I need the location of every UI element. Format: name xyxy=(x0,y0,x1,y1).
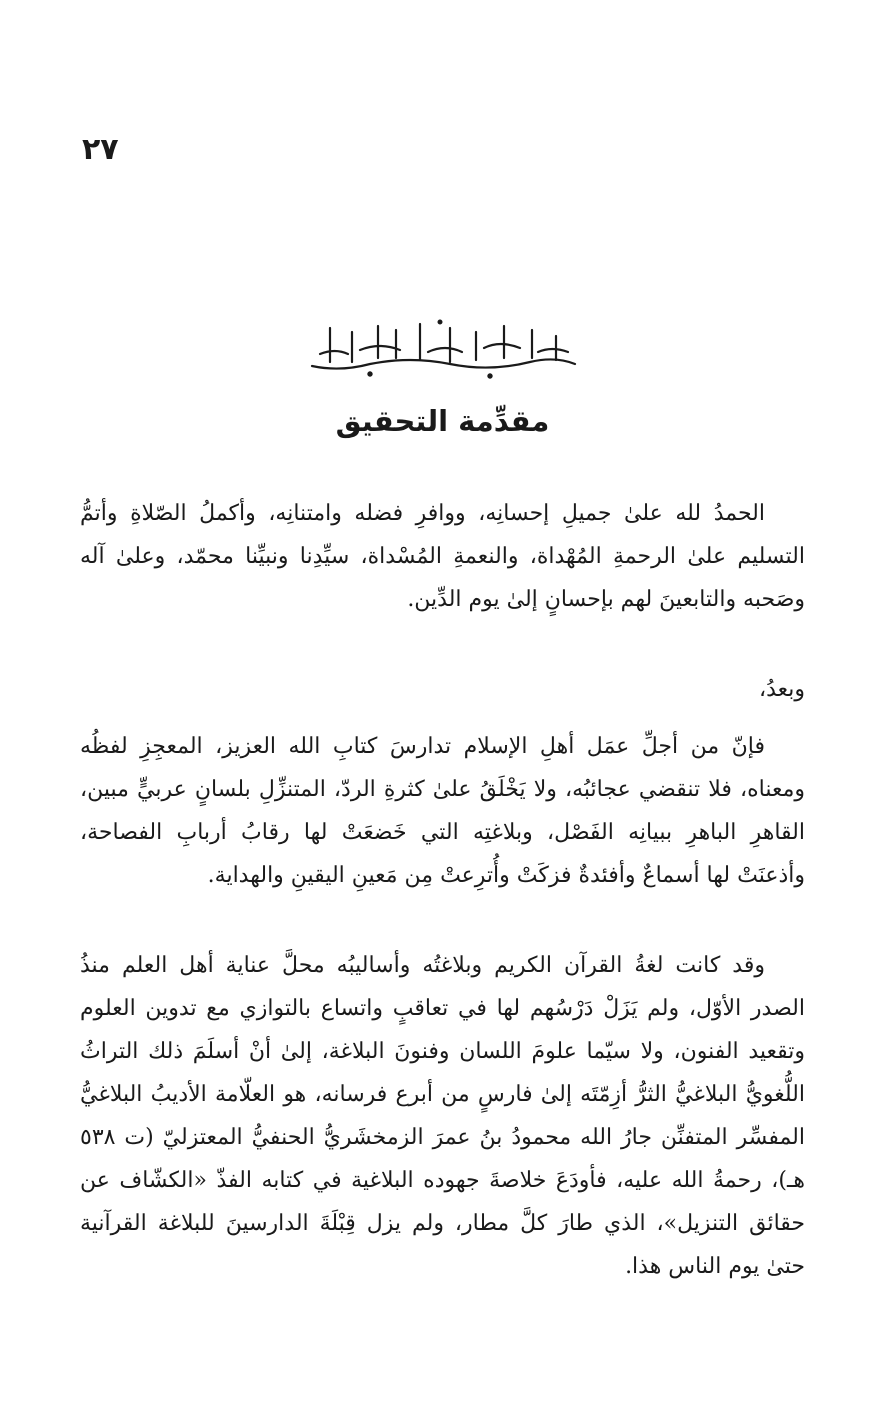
paragraph-zamakhshari xyxy=(80,944,805,1288)
paragraph-text: الحمدُ لله علىٰ جميلِ إحسانِه، ووافرِ فضله وامتنانِه، وأكملُ الصّلاةِ وأتمُّ التسليم علىٰ الرحمةِ المُهْداة، والنعمةِ المُسْداة، سيِّدِنا ونبيِّنا محمّد، وعلىٰ آله وصَحبه والتابعينَ لهم بإحسانٍ إلىٰ يوم الدِّين. xyxy=(80,501,805,612)
paragraph-text: وبعدُ، xyxy=(758,677,805,702)
paragraph-quran-study xyxy=(80,725,805,897)
basmala-calligraphy xyxy=(300,318,585,380)
section-title: مقدِّمة التحقيق xyxy=(335,404,550,438)
paragraph-text: وقد كانت لغةُ القرآن الكريم وبلاغتُه وأساليبُه محلَّ عناية أهل العلم منذُ الصدر الأوّل، ولم يَزَلْ دَرْسُهم لها في تعاقبٍ واتساع بالتوازي مع تدوين العلوم وتقعيد الفنون، ولا سيّما علومَ اللسان وفنونَ البلاغة، إلىٰ أنْ أسلَمَ ذلك التراثُ اللُّغويُّ البلاغيُّ الثرُّ أزِمّتَه إلىٰ فارسٍ من أبرع فرسانه، هو العلّامة الأديبُ البلاغيُّ المفسِّر المتفنِّن جارُ الله محمودُ بنُ عمرَ الزمخشَريُّ الحنفيُّ المعتزليّ (ت ٥٣٨ هـ)، رحمةُ الله عليه، فأودَعَ خلاصةَ جهوده البلاغية في كتابه الفذّ «الكشّاف عن حقائق التنزيل»، الذي طارَ كلَّ مطار، ولم يزل قِبْلَةَ الدارسينَ للبلاغة القرآنية حتىٰ يوم الناس هذا. xyxy=(80,953,805,1279)
paragraph-wa-badu xyxy=(80,668,805,711)
paragraph-text: فإنّ من أجلِّ عمَل أهلِ الإسلام تدارسَ كتابِ الله العزيز، المعجِزِ لفظُه ومعناه، فلا تنقضي عجائبُه، ولا يَخْلَقُ علىٰ كثرةِ الردّ، المتنزِّلِ بلسانٍ عربيٍّ مبين، القاهرِ الباهرِ ببيانِه الفَصْل، وبلاغتِه التي خَضعَتْ لها رقابُ أربابِ الفصاحة، وأذعنَتْ لها أسماعٌ وأفئدةٌ فزكَتْ وأُترِعتْ مِن مَعينِ اليقينِ والهداية. xyxy=(80,734,805,888)
basmala-ornament-icon xyxy=(300,318,585,380)
paragraph-opening-praise xyxy=(80,492,805,621)
page-number: ٢٧ xyxy=(82,132,119,167)
